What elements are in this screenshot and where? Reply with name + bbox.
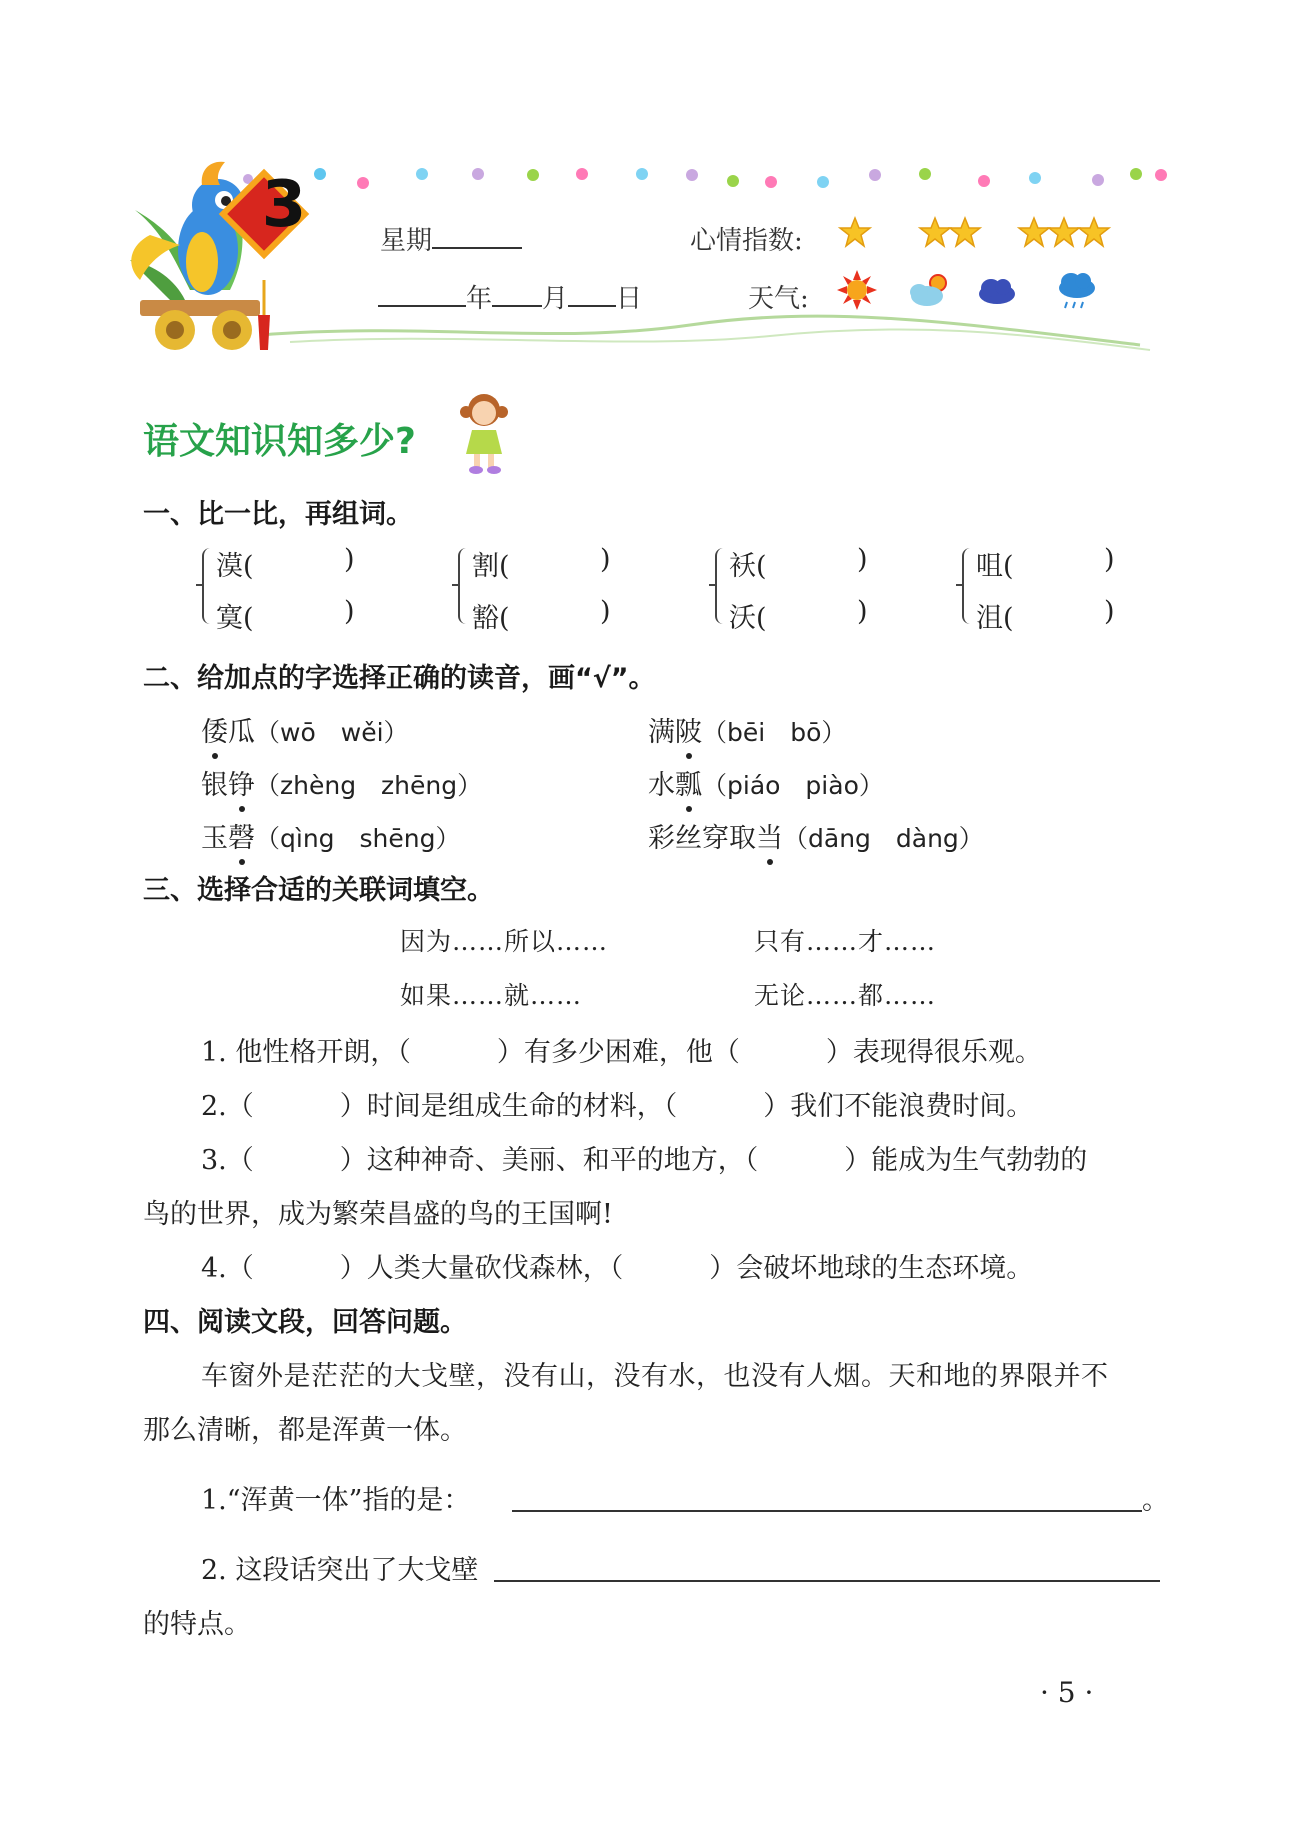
char-top: 咀 (976, 551, 1003, 582)
answer-blank[interactable]: ) (344, 544, 355, 575)
section4-title: 四、阅读文段，回答问题。 (143, 1307, 467, 1338)
mood-option-1-star[interactable] (840, 218, 870, 246)
weekday-label: 星期 (380, 226, 433, 256)
answer-line-4-2[interactable] (494, 1580, 1160, 1582)
char-bottom: 沮 (976, 603, 1003, 634)
pinyin-options[interactable]: （dāng dàng） (783, 824, 984, 853)
answer-blank[interactable]: ) (1104, 596, 1115, 627)
sun-cloud-icon[interactable] (910, 275, 946, 306)
mood-option-2-stars[interactable] (920, 218, 980, 246)
char-bottom: 寞 (216, 603, 243, 634)
word-group-4: 咀( ) 沮( ) (976, 544, 1116, 634)
day-label: 日 (616, 284, 643, 314)
answer-line-4-1[interactable] (512, 1510, 1142, 1512)
sun-icon[interactable] (837, 270, 877, 310)
dotted-char: 倭 (201, 710, 228, 749)
date-field (378, 278, 642, 315)
dotted-char: 磬 (228, 816, 255, 855)
confetti-dots (243, 168, 1167, 189)
day-number: 3 (261, 168, 307, 242)
answer-blank[interactable]: ) (1104, 544, 1115, 575)
conjunction-2: 只有……才…… (754, 927, 937, 956)
pinyin-item-2[interactable]: 满陂（bēi bō） (648, 710, 846, 749)
section2-title: 二、给加点的字选择正确的读音，画“√”。 (143, 663, 656, 694)
girl-icon (452, 388, 516, 478)
conjunction-4: 无论……都…… (754, 981, 937, 1010)
brace (715, 548, 727, 624)
brace (962, 548, 974, 624)
char-top: 割 (472, 551, 499, 582)
question-4-2-end: 的特点。 (143, 1609, 251, 1640)
cloud-icon[interactable] (979, 279, 1015, 304)
brace (458, 548, 470, 624)
month-blank[interactable] (492, 304, 542, 307)
question-3-1: 1. 他性格开朗，（ ）有多少困难，他（ ）表现得很乐观。 (201, 1037, 1042, 1068)
word-group-3: 袄( ) 沃( ) (729, 544, 869, 634)
answer-end-4-1: 。 (1142, 1485, 1169, 1516)
conjunction-1: 因为……所以…… (400, 927, 609, 956)
section1-title: 一、比一比，再组词。 (143, 499, 413, 530)
char-top: 漠 (216, 551, 243, 582)
pinyin-options[interactable]: （zhèng zhēng） (255, 771, 483, 800)
main-title: 语文知识知多少? (143, 421, 416, 462)
pinyin-options[interactable]: （piáo piào） (702, 771, 884, 800)
pinyin-options[interactable]: （bēi bō） (702, 718, 847, 747)
year-blank[interactable] (378, 304, 466, 307)
year-label: 年 (466, 284, 493, 314)
word-group-2: 割( ) 豁( ) (472, 544, 612, 634)
weekday-field (380, 220, 522, 257)
cart-icon (140, 300, 260, 350)
answer-blank[interactable]: ) (857, 544, 868, 575)
mood-option-3-stars[interactable] (1019, 218, 1109, 246)
passage-line-2: 那么清晰，都是浑黄一体。 (143, 1415, 467, 1446)
answer-blank[interactable]: ) (600, 544, 611, 575)
mood-label: 心情指数: (690, 226, 803, 256)
pinyin-item-5[interactable]: 玉磬（qìng shēng） (201, 816, 461, 855)
answer-blank[interactable]: ) (600, 596, 611, 627)
weather-label: 天气: (748, 284, 809, 314)
mood-stars (832, 213, 1122, 253)
pinyin-options[interactable]: （qìng shēng） (255, 824, 461, 853)
char-top: 袄 (729, 551, 756, 582)
pinyin-item-1[interactable]: 倭瓜（wō wěi） (201, 710, 409, 749)
answer-blank[interactable]: ) (857, 596, 868, 627)
section3-title: 三、选择合适的关联词填空。 (143, 875, 494, 906)
rain-cloud-icon[interactable] (1059, 273, 1095, 308)
char-bottom: 豁 (472, 603, 499, 634)
brace (202, 548, 214, 624)
dotted-char: 当 (756, 816, 783, 855)
page-number: · 5 · (1040, 1676, 1094, 1709)
question-3-3: 3.（ ）这种神奇、美丽、和平的地方，（ ）能成为生气勃勃的 (201, 1145, 1088, 1176)
passage-line-1: 车窗外是茫茫的大戈壁，没有山，没有水，也没有人烟。天和地的界限并不 (201, 1361, 1109, 1392)
word-group-1: 漠( ) 寞( ) (216, 544, 356, 634)
dotted-char: 陂 (675, 710, 702, 749)
pinyin-item-4[interactable]: 水瓢（piáo piào） (648, 763, 884, 802)
question-4-1: 1.“浑黄一体”指的是： (201, 1485, 471, 1516)
weekday-blank[interactable] (432, 246, 522, 249)
day-blank[interactable] (568, 304, 616, 307)
question-3-2: 2.（ ）时间是组成生命的材料，（ ）我们不能浪费时间。 (201, 1091, 1034, 1122)
question-4-2: 2. 这段话突出了大戈壁 (201, 1555, 479, 1586)
answer-blank[interactable]: ) (344, 596, 355, 627)
char-bottom: 沃 (729, 603, 756, 634)
month-label: 月 (542, 284, 569, 314)
dotted-char: 瓢 (675, 763, 702, 802)
pinyin-item-3[interactable]: 银铮（zhèng zhēng） (201, 763, 482, 802)
dotted-char: 铮 (228, 763, 255, 802)
pinyin-item-6[interactable]: 彩丝穿取当（dāng dàng） (648, 816, 984, 855)
pinyin-options[interactable]: （wō wěi） (255, 718, 409, 747)
conjunction-3: 如果……就…… (400, 981, 583, 1010)
weather-icons (835, 268, 1105, 318)
question-3-4: 4.（ ）人类大量砍伐森林，（ ）会破坏地球的生态环境。 (201, 1253, 1034, 1284)
question-3-3-cont: 鸟的世界，成为繁荣昌盛的鸟的王国啊! (143, 1199, 613, 1230)
